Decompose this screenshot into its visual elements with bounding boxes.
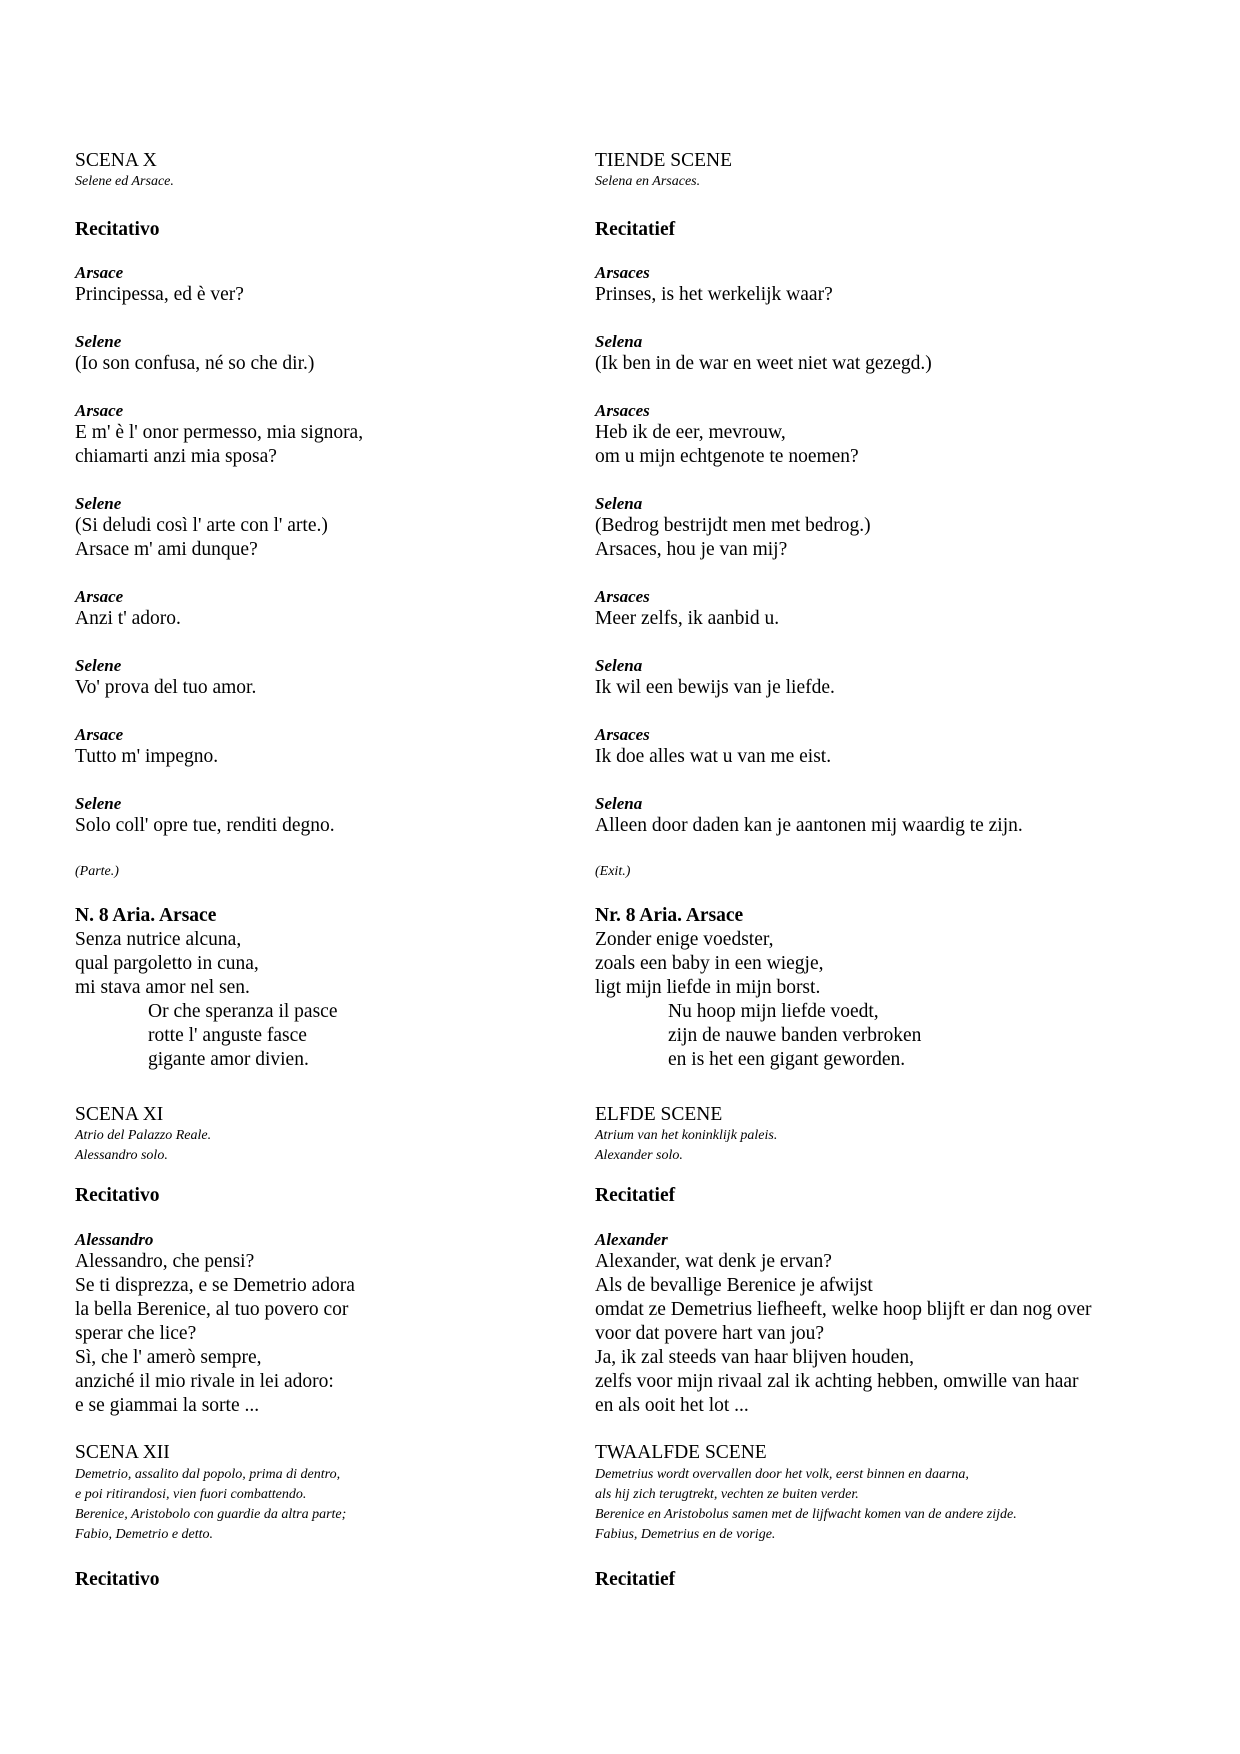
- speech-line: Tutto m' impegno.: [75, 746, 219, 767]
- aria-line-indented: en is het een gigant geworden.: [668, 1049, 906, 1070]
- aria-line-indented: gigante amor divien.: [148, 1049, 309, 1070]
- stage-direction: (Parte.): [75, 864, 119, 879]
- speech-line: (Bedrog bestrijdt men met bedrog.): [595, 515, 871, 536]
- speech-line: Ik wil een bewijs van je liefde.: [595, 677, 835, 698]
- recitative-heading-3: Recitativo: [75, 1569, 160, 1590]
- dialogue-8: [595, 794, 1023, 838]
- speech-line: Alleen door daden kan je aantonen mij waardig te zijn.: [595, 815, 1023, 836]
- speech-line: Vo' prova del tuo amor.: [75, 677, 257, 698]
- speech-line: (Si deludi così l' arte con l' arte.): [75, 515, 328, 536]
- speech-line: Principessa, ed è ver?: [75, 284, 244, 305]
- speech-line: Prinses, is het werkelijk waar?: [595, 284, 833, 305]
- recitative-heading-2: Recitatief: [595, 1185, 676, 1206]
- speech-line: om u mijn echtgenote te noemen?: [595, 446, 859, 467]
- speaker-name: Selene: [75, 656, 122, 675]
- speaker-name: Selene: [75, 494, 122, 513]
- aria-line: ligt mijn liefde in mijn borst.: [595, 977, 821, 998]
- scene-12-title: SCENA XII: [75, 1442, 170, 1463]
- aria-line: Zonder enige voedster,: [595, 929, 774, 950]
- dialogue-5: [595, 587, 779, 631]
- speech-line: Solo coll' opre tue, renditi degno.: [75, 815, 335, 836]
- speech-line: Ik doe alles wat u van me eist.: [595, 746, 832, 767]
- dialogue-5: [75, 587, 181, 631]
- dialogue-2: [75, 332, 314, 376]
- speaker-name: Arsaces: [595, 401, 650, 420]
- scene-10-description: Selena en Arsaces.: [595, 174, 701, 189]
- scene-10-title: TIENDE SCENE: [595, 150, 733, 171]
- speech-line: Alexander, wat denk je ervan?: [595, 1251, 832, 1272]
- speech-line: voor dat povere hart van jou?: [595, 1323, 825, 1344]
- speaker-name: Selene: [75, 794, 122, 813]
- aria-line: Senza nutrice alcuna,: [75, 929, 242, 950]
- speaker-name: Arsaces: [595, 725, 650, 744]
- aria-line: mi stava amor nel sen.: [75, 977, 250, 998]
- speech-line: Se ti disprezza, e se Demetrio adora: [75, 1275, 355, 1296]
- dialogue-9: [595, 1230, 1092, 1418]
- speaker-name: Arsace: [75, 401, 124, 420]
- aria-8: [75, 904, 337, 1072]
- dialogue-1: [75, 263, 244, 307]
- dialogue-1: [595, 263, 833, 307]
- scene-12-title: TWAALFDE SCENE: [595, 1442, 767, 1463]
- speech-line: Heb ik de eer, mevrouw,: [595, 422, 786, 443]
- aria-title: N. 8 Aria. Arsace: [75, 905, 217, 926]
- aria-line-indented: zijn de nauwe banden verbroken: [668, 1025, 922, 1046]
- speech-line: zelfs voor mijn rivaal zal ik achting hebben, omwille van haar: [595, 1371, 1079, 1392]
- speaker-name: Selena: [595, 794, 643, 813]
- speech-line: anziché il mio rivale in lei adoro:: [75, 1371, 334, 1392]
- speaker-name: Arsace: [75, 263, 124, 282]
- speech-line: Als de bevallige Berenice je afwijst: [595, 1275, 873, 1296]
- speech-line: la bella Berenice, al tuo povero cor: [75, 1299, 349, 1320]
- recitative-heading-1: Recitativo: [75, 219, 160, 240]
- speech-line: (Io son confusa, né so che dir.): [75, 353, 315, 374]
- speech-line: Sì, che l' amerò sempre,: [75, 1347, 262, 1368]
- speech-line: E m' è l' onor permesso, mia signora,: [75, 422, 364, 443]
- dialogue-3: [595, 401, 859, 469]
- speech-line: Arsace m' ami dunque?: [75, 539, 258, 560]
- speech-line: Arsaces, hou je van mij?: [595, 539, 788, 560]
- aria-line: zoals een baby in een wiegje,: [595, 953, 824, 974]
- stage-direction: (Exit.): [595, 864, 631, 879]
- speech-line: Ja, ik zal steeds van haar blijven houden,: [595, 1347, 914, 1368]
- aria-line-indented: rotte l' anguste fasce: [148, 1025, 307, 1046]
- speaker-name: Alessandro: [75, 1230, 154, 1249]
- scene-11-description: Atrium van het koninklijk paleis. Alexander solo.: [595, 1128, 778, 1163]
- aria-8: [595, 904, 921, 1072]
- dialogue-6: [595, 656, 835, 700]
- scene-11-title: SCENA XI: [75, 1104, 164, 1125]
- speaker-name: Selene: [75, 332, 122, 351]
- speech-line: e se giammai la sorte ...: [75, 1395, 260, 1416]
- speech-line: (Ik ben in de war en weet niet wat gezegd.): [595, 353, 932, 374]
- speech-line: chiamarti anzi mia sposa?: [75, 446, 277, 467]
- speaker-name: Selena: [595, 656, 643, 675]
- speech-line: sperar che lice?: [75, 1323, 197, 1344]
- speaker-name: Selena: [595, 332, 643, 351]
- dialogue-7: [595, 725, 831, 769]
- speaker-name: Arsaces: [595, 587, 650, 606]
- scene-11-description: Atrio del Palazzo Reale. Alessandro solo.: [75, 1128, 212, 1163]
- speaker-name: Arsaces: [595, 263, 650, 282]
- dialogue-4: [595, 494, 871, 562]
- dialogue-7: [75, 725, 218, 769]
- speaker-name: Selena: [595, 494, 643, 513]
- scene-12-description: Demetrio, assalito dal popolo, prima di dentro, e poi ritirandosi, vien fuori combattendo. Berenice, Aristobolo con guardie da altra parte; Fabio, Demetrio e detto.: [75, 1467, 347, 1542]
- speaker-name: Arsace: [75, 587, 124, 606]
- speech-line: Anzi t' adoro.: [75, 608, 181, 629]
- dialogue-4: [75, 494, 328, 562]
- recitative-heading-3: Recitatief: [595, 1569, 676, 1590]
- speaker-name: Arsace: [75, 725, 124, 744]
- speech-line: Meer zelfs, ik aanbid u.: [595, 608, 780, 629]
- recitative-heading-2: Recitativo: [75, 1185, 160, 1206]
- dialogue-2: [595, 332, 932, 376]
- aria-line-indented: Nu hoop mijn liefde voedt,: [668, 1001, 879, 1022]
- speech-line: Alessandro, che pensi?: [75, 1251, 255, 1272]
- aria-line: qual pargoletto in cuna,: [75, 953, 259, 974]
- dialogue-3: [75, 401, 363, 469]
- aria-title: Nr. 8 Aria. Arsace: [595, 905, 744, 926]
- aria-line-indented: Or che speranza il pasce: [148, 1001, 338, 1022]
- scene-10-title: SCENA X: [75, 150, 157, 171]
- dialogue-8: [75, 794, 335, 838]
- scene-11-title: ELFDE SCENE: [595, 1104, 723, 1125]
- dialogue-9: [75, 1230, 355, 1418]
- recitative-heading-1: Recitatief: [595, 219, 676, 240]
- speech-line: en als ooit het lot ...: [595, 1395, 749, 1416]
- scene-10-description: Selene ed Arsace.: [75, 174, 174, 189]
- dialogue-6: [75, 656, 256, 700]
- scene-12-description: Demetrius wordt overvallen door het volk, eerst binnen en daarna, als hij zich terugtrekt, vechten ze buiten verder. Berenice en Aristobolus samen met de lijfwacht komen van de andere zijde. Fabius, Demetrius en de vorige.: [595, 1467, 1017, 1542]
- speech-line: omdat ze Demetrius liefheeft, welke hoop blijft er dan nog over: [595, 1299, 1092, 1320]
- speaker-name: Alexander: [595, 1230, 668, 1249]
